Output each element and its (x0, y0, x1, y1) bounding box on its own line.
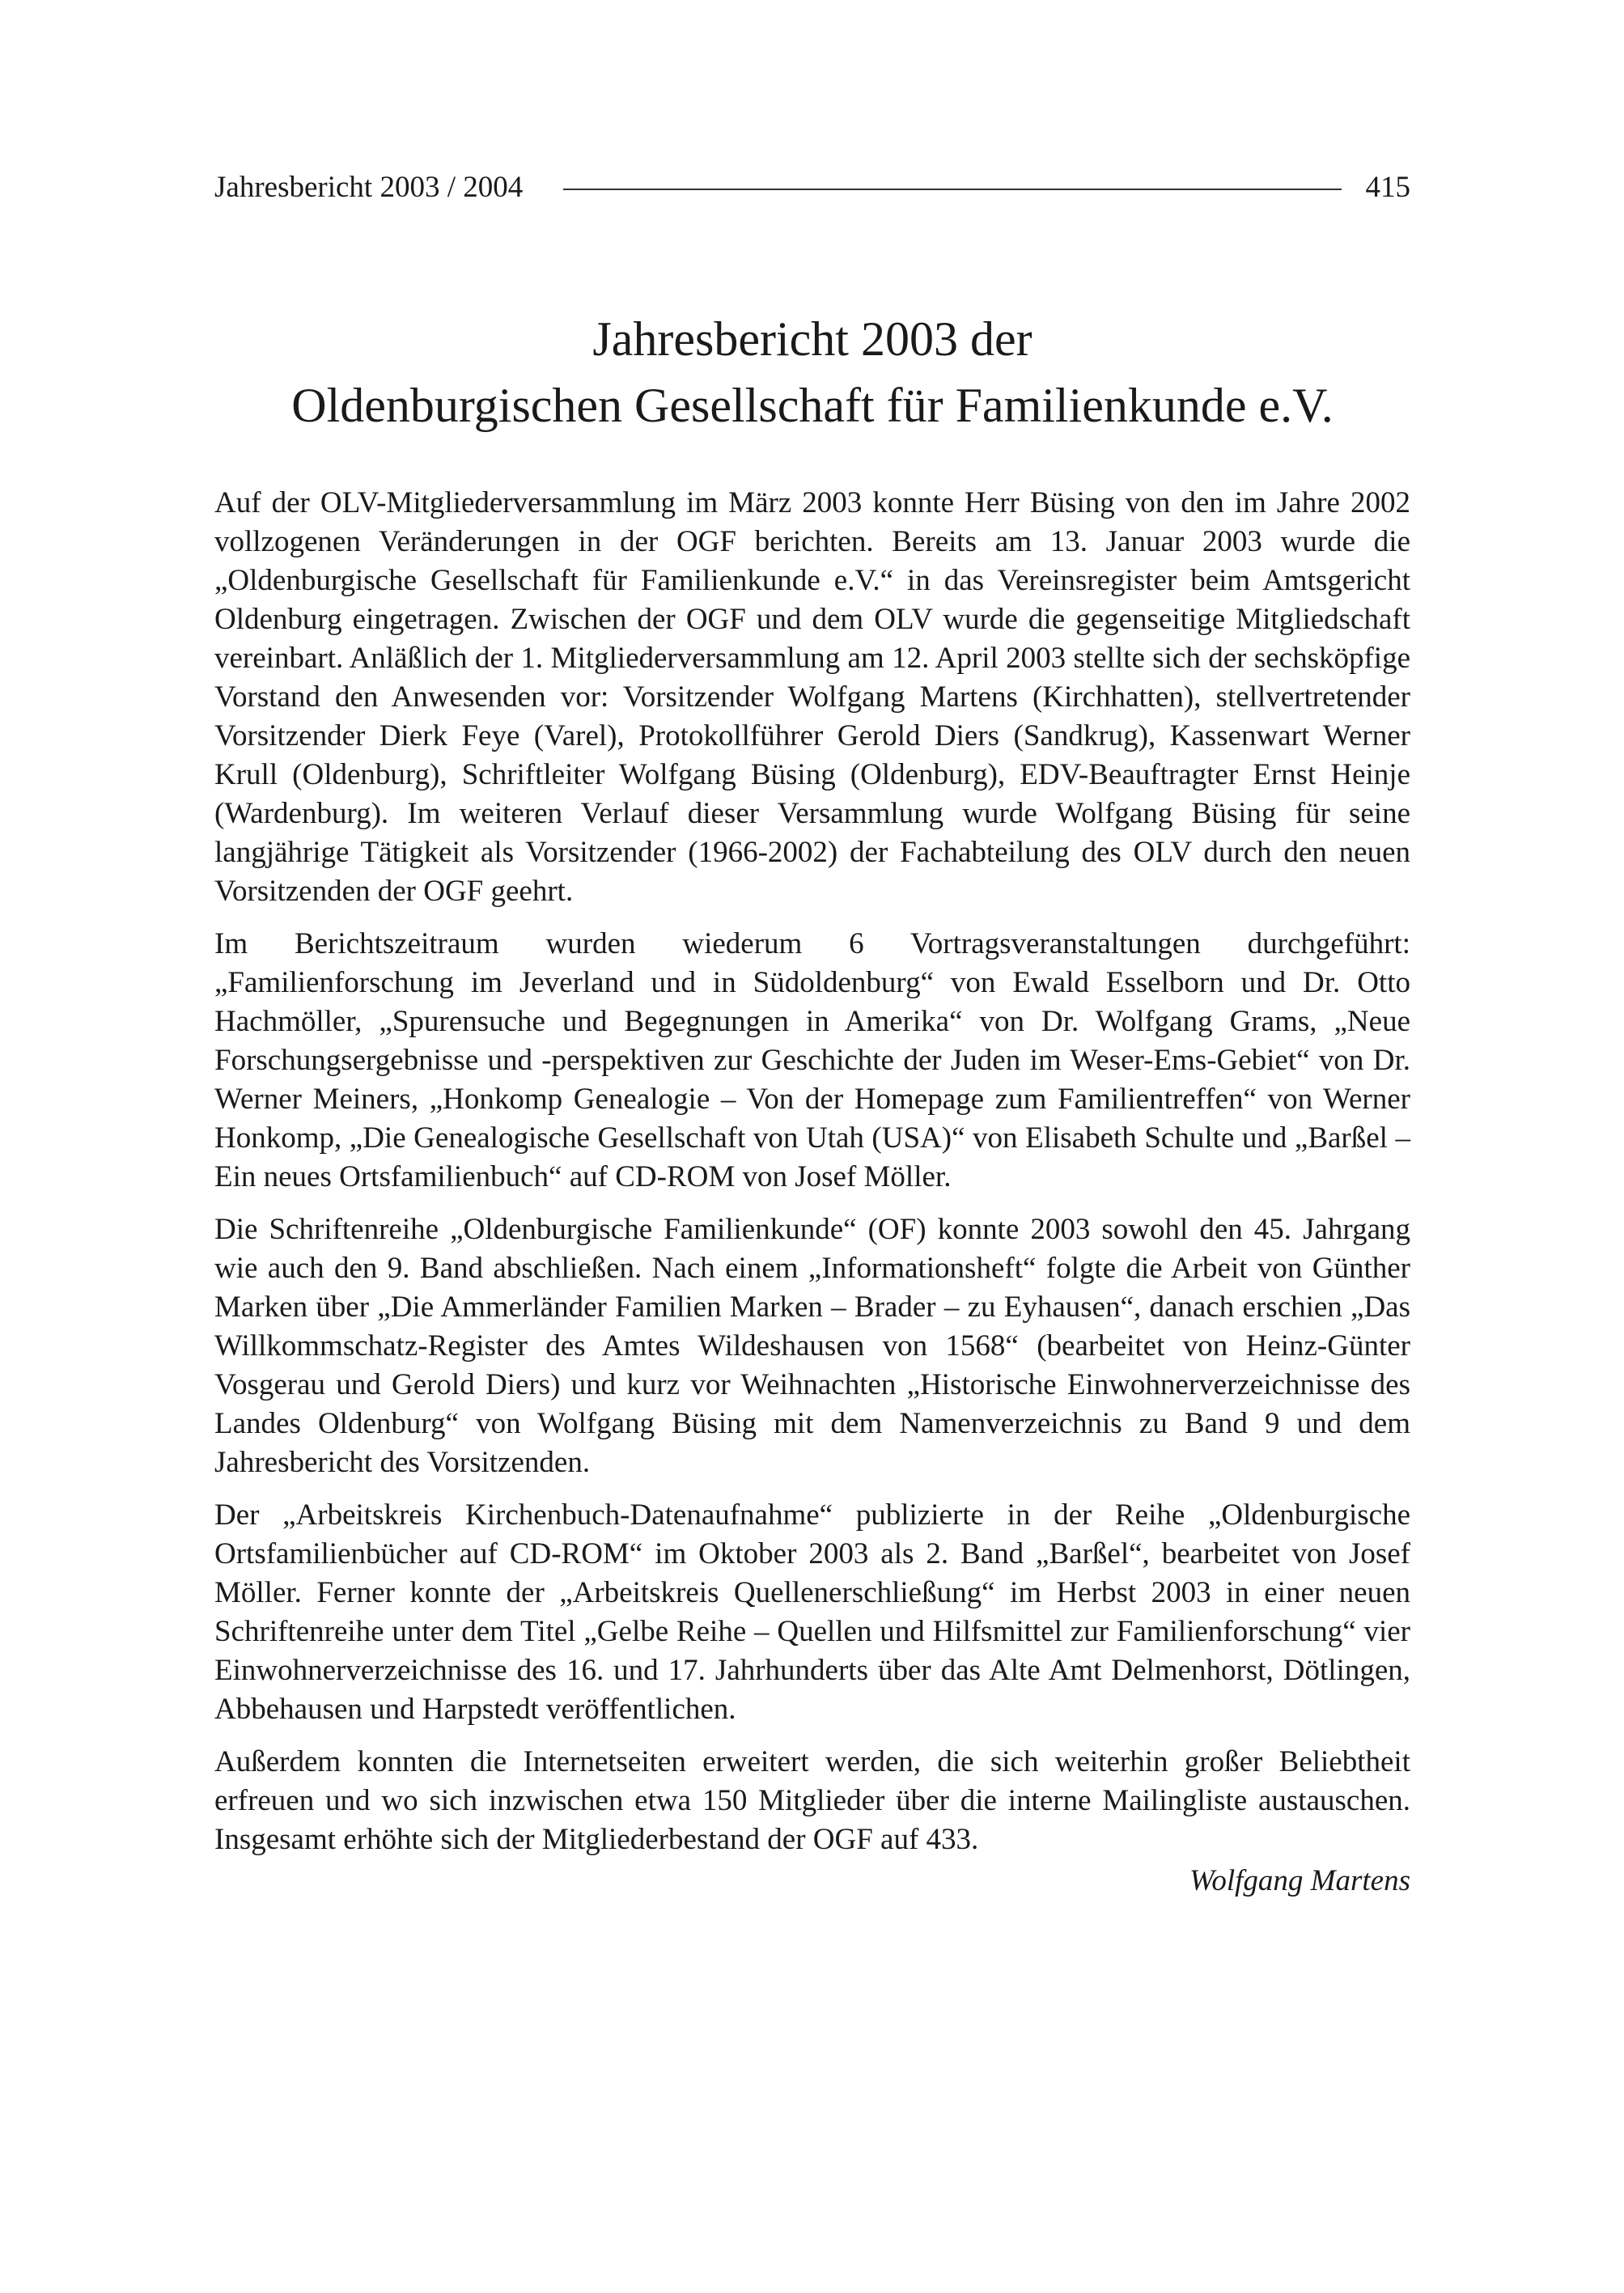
document-page (214, 0, 1410, 2293)
running-header (214, 167, 1410, 207)
paragraph-4: Der „Arbeitskreis Kirchenbuch-Datenaufnahme“ publizierte in der Reihe „Oldenburgische Ortsfamilienbücher auf CD-ROM“ im Oktober 2003 als 2. Band „Barßel“, bearbeitet von Josef Möller. Ferner konnte der „Arbeitskreis Quellenerschließung“ im Herbst 2003 in einer neuen Schriftenreihe unter dem Titel „Gelbe Reihe – Quellen und Hilfsmittel zur Familienforschung“ vier Einwohnerverzeichnisse des 16. und 17. Jahrhunderts über das Alte Amt Delmenhorst, Dötlingen, Abbehausen und Harpstedt veröffentlichen. (214, 1498, 1410, 1726)
paragraph-2: Im Berichtszeitraum wurden wiederum 6 Vortragsveranstaltungen durchgeführt: „Familienforschung im Jeverland und in Südoldenburg“ von Ewald Esselborn und Dr. Otto Hachmöller, „Spurensuche und Begegnungen in Amerika“ von Dr. Wolfgang Grams, „Neue Forschungsergebnisse und -perspektiven zur Geschichte der Juden im Weser-Ems-Gebiet“ von Dr. Werner Meiners, „Honkomp Genealogie – Von der Homepage zum Familientreffen“ von Werner Honkomp, „Die Genealogische Gesellschaft von Utah (USA)“ von Elisabeth Schulte und „Barßel – Ein neues Ortsfamilienbuch“ auf CD-ROM von Josef Möller. (214, 927, 1410, 1193)
paragraph-5: Außerdem konnten die Internetseiten erweitert werden, die sich weiterhin großer Beliebtheit erfreuen und wo sich inzwischen etwa 150 Mitglieder über die interne Mailingliste austauschen. Insgesamt erhöhte sich der Mitgliederbestand der OGF auf 433. (214, 1745, 1410, 1856)
article-title-line-1: Jahresbericht 2003 der (592, 312, 1032, 366)
article-body (214, 484, 1410, 1901)
article-title (214, 306, 1410, 439)
author-signature: Wolfgang Martens (1189, 1864, 1410, 1897)
paragraph-1: Auf der OLV-Mitgliederversammlung im März 2003 konnte Herr Büsing von den im Jahre 2002 vollzogenen Veränderungen in der OGF berichten. Bereits am 13. Januar 2003 wurde die „Oldenburgische Gesellschaft für Familienkunde e.V.“ in das Vereinsregister beim Amtsgericht Oldenburg eingetragen. Zwischen der OGF und dem OLV wurde die gegenseitige Mitgliedschaft vereinbart. Anläßlich der 1. Mitgliederversammlung am 12. April 2003 stellte sich der sechsköpfige Vorstand den Anwesenden vor: Vorsitzender Wolfgang Martens (Kirchhatten), stellvertretender Vorsitzender Dierk Feye (Varel), Protokollführer Gerold Diers (Sandkrug), Kassenwart Werner Krull (Oldenburg), Schriftleiter Wolfgang Büsing (Oldenburg), EDV-Beauftragter Ernst Heinje (Wardenburg). Im weiteren Verlauf dieser Versammlung wurde Wolfgang Büsing für seine langjährige Tätigkeit als Vorsitzender (1966-2002) der Fachabteilung des OLV durch den neuen Vorsitzenden der OGF geehrt. (214, 486, 1410, 908)
header-rule (563, 189, 1341, 190)
running-title: Jahresbericht 2003 / 2004 (214, 170, 524, 204)
article-title-line-2: Oldenburgischen Gesellschaft für Familienkunde e.V. (291, 379, 1334, 432)
paragraph-3: Die Schriftenreihe „Oldenburgische Familienkunde“ (OF) konnte 2003 sowohl den 45. Jahrgang wie auch den 9. Band abschließen. Nach einem „Informationsheft“ folgte die Arbeit von Günther Marken über „Die Ammerländer Familien Marken – Brader – zu Eyhausen“, danach erschien „Das Willkommschatz-Register des Amtes Wildeshausen von 1568“ (bearbeitet von Heinz-Günter Vosgerau und Gerold Diers) und kurz vor Weihnachten „Historische Einwohnerverzeichnisse des Landes Oldenburg“ von Wolfgang Büsing mit dem Namenverzeichnis zu Band 9 und dem Jahresbericht des Vorsitzenden. (214, 1213, 1410, 1479)
page-number: 415 (1365, 170, 1410, 204)
